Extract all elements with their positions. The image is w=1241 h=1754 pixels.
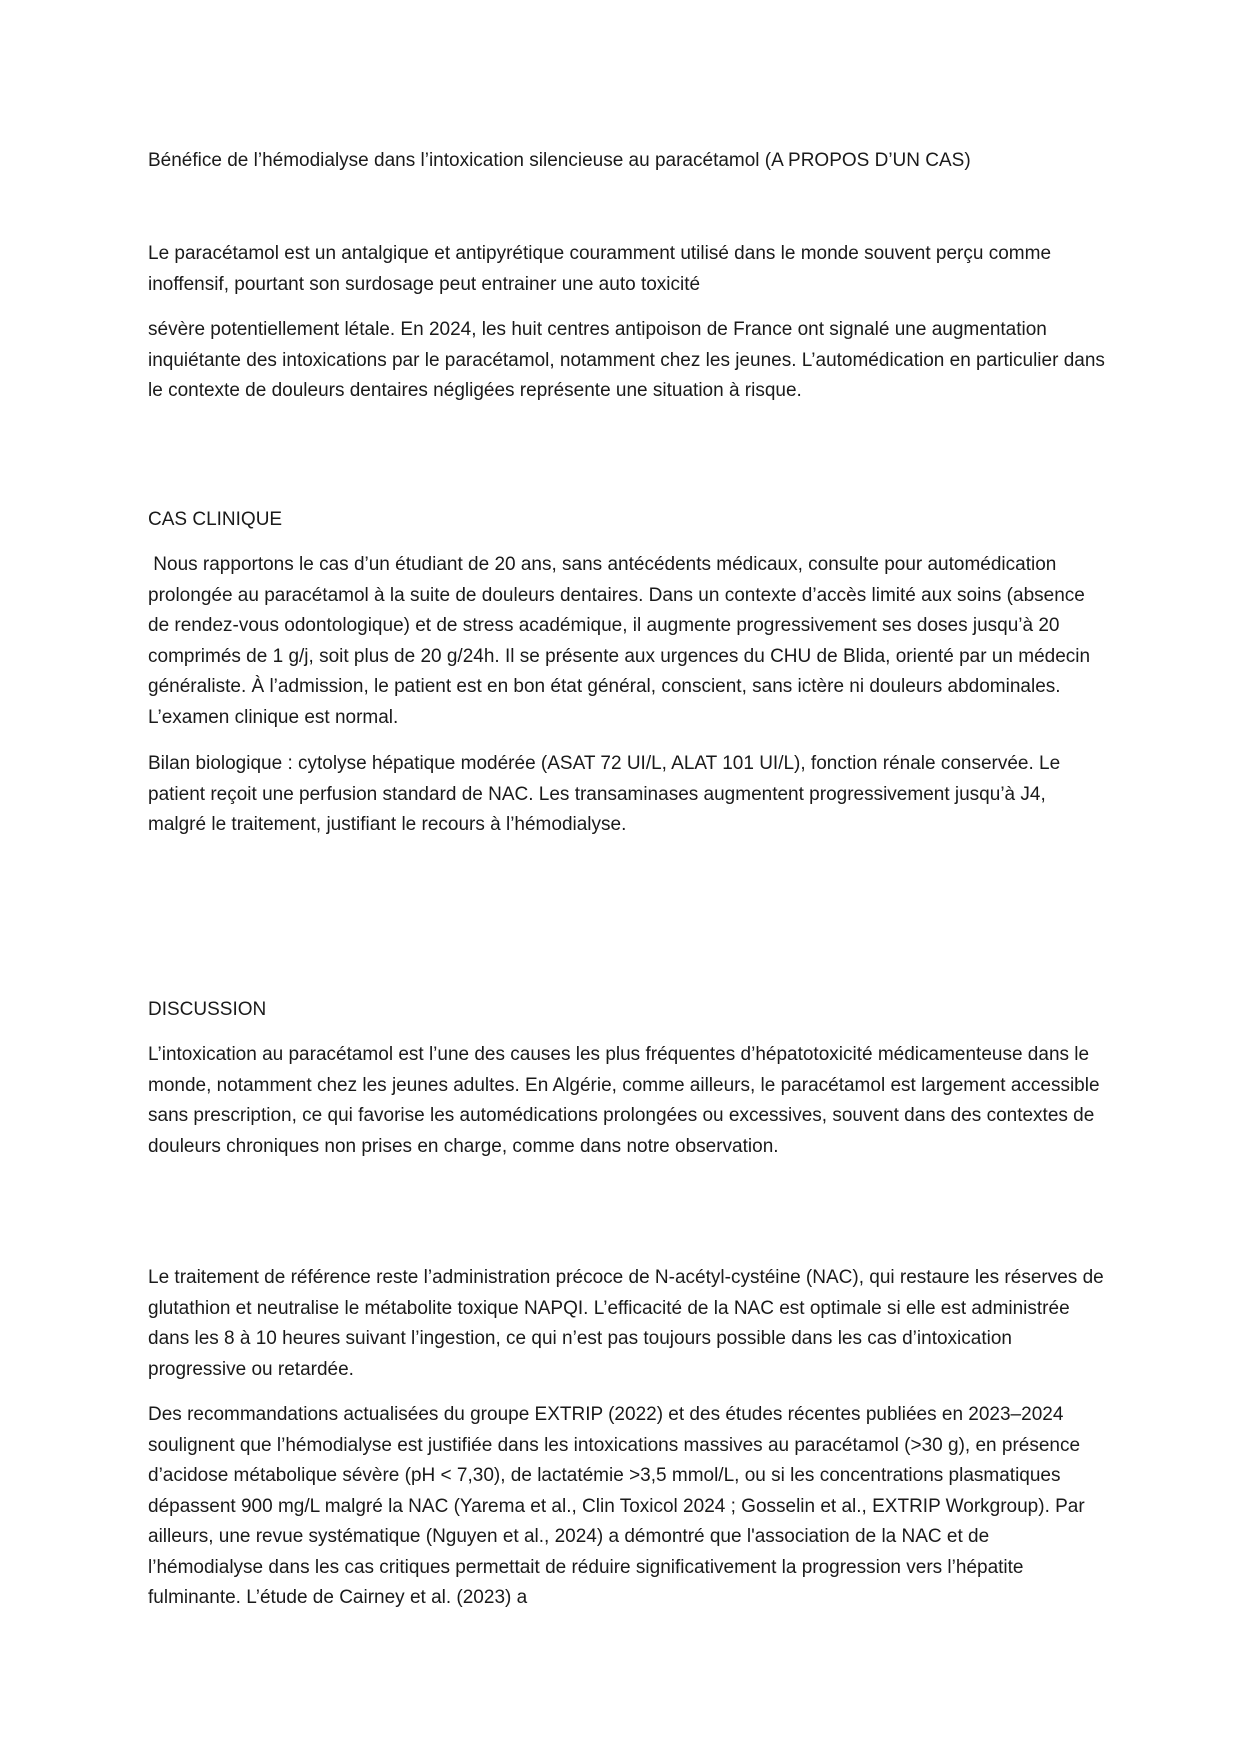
discussion-paragraph-3: Des recommandations actualisées du groupe EXTRIP (2022) et des études récentes publiées en 2023–2024 soulignent que l’hémodialyse est justifiée dans les intoxications massives au paracétamol (>30 g), en présence d’acidose métabolique sévère (pH < 7,30), de lactatémie >3,5 mmol/L, ou si les concentrations plasmatiques dépassent 900 mg/L malgré la NAC (Yarema et al., Clin Toxicol 2024 ; Gosselin et al., EXTRIP Workgroup). Par ailleurs, une revue systématique (Nguyen et al., 2024) a démontré que l'association de la NAC et de l’hémodialyse dans les cas critiques permettait de réduire significativement la progression vers l’hépatite fulminante. L’étude de Cairney et al. (2023) a — [148, 1404, 1085, 1608]
cas-clinique-paragraph-1: Nous rapportons le cas d’un étudiant de 20 ans, sans antécédents médicaux, consulte pour automédication prolongée au paracétamol à la suite de douleurs dentaires. Dans un contexte d’accès limité aux soins (absence de rendez-vous odontologique) et de stress académique, il augmente progressivement ses doses jusqu’à 20 comprimés de 1 g/j, soit plus de 20 g/24h. Il se présente aux urgences du CHU de Blida, orienté par un médecin généraliste. À l’admission, le patient est en bon état général, conscient, sans ictère ni douleurs abdominales. L’examen clinique est normal. — [148, 554, 1096, 728]
intro-paragraph-1: Le paracétamol est un antalgique et antipyrétique couramment utilisé dans le monde souvent perçu comme inoffensif, pourtant son surdosage peut entrainer une auto toxicité — [148, 243, 1052, 295]
discussion-paragraph-1: L’intoxication au paracétamol est l’une des causes les plus fréquentes d’hépatotoxicité médicamenteuse dans le monde, notamment chez les jeunes adultes. En Algérie, comme ailleurs, le paracétamol est largement accessible sans prescription, ce qui favorise les automédications prolongées ou excessives, souvent dans des contextes de douleurs chroniques non prises en charge, comme dans notre observation. — [148, 1044, 1100, 1157]
cas-clinique-paragraph-2: Bilan biologique : cytolyse hépatique modérée (ASAT 72 UI/L, ALAT 101 UI/L), fonction rénale conservée. Le patient reçoit une perfusion standard de NAC. Les transaminases augmentent progressivement jusqu’à J4, malgré le traitement, justifiant le recours à l’hémodialyse. — [148, 753, 1061, 835]
section-heading-discussion: DISCUSSION — [148, 999, 267, 1020]
intro-paragraph-2: sévère potentiellement létale. En 2024, les huit centres antipoison de France ont signalé une augmentation inquiétante des intoxications par le paracétamol, notamment chez les jeunes. L’automédication en particulier dans le contexte de douleurs dentaires négligées représente une situation à risque. — [148, 319, 1105, 401]
document-title: Bénéfice de l’hémodialyse dans l’intoxication silencieuse au paracétamol (A PROPOS D’UN CAS) — [148, 150, 971, 171]
section-heading-cas-clinique: CAS CLINIQUE — [148, 509, 283, 530]
discussion-paragraph-2: Le traitement de référence reste l’administration précoce de N-acétyl-cystéine (NAC), qui restaure les réserves de glutathion et neutralise le métabolite toxique NAPQI. L’efficacité de la NAC est optimale si elle est administrée dans les 8 à 10 heures suivant l’ingestion, ce qui n’est pas toujours possible dans les cas d’intoxication progressive ou retardée. — [148, 1267, 1104, 1380]
